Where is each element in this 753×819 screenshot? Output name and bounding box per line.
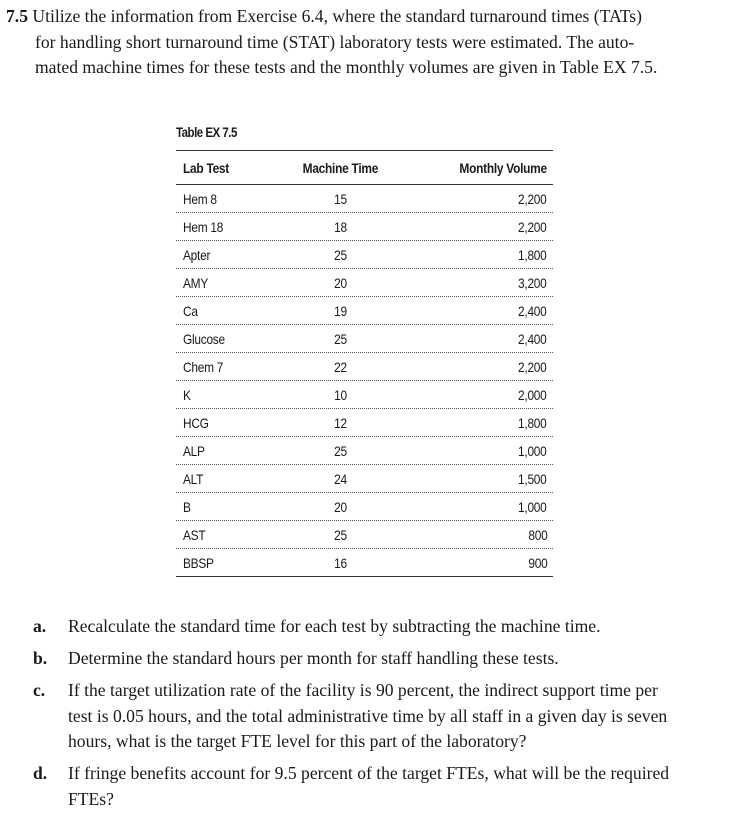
header-lab-test: Lab Test [183, 159, 230, 176]
table-row [176, 521, 553, 549]
question-text-line: hours, what is the target FTE level for this part of the laboratory? [68, 731, 527, 751]
cell-monthly-volume: 1,000 [518, 442, 547, 459]
table-row [176, 213, 553, 241]
question-text-line: FTEs? [68, 788, 114, 809]
question-item [0, 614, 753, 640]
cell-monthly-volume: 1,800 [518, 414, 547, 431]
cell-monthly-volume: 2,200 [518, 358, 547, 375]
table-row [176, 269, 553, 297]
cell-lab-test: Chem 7 [183, 358, 224, 375]
cell-lab-test: AMY [183, 274, 209, 291]
data-table [176, 150, 553, 577]
question-text-line: test is 0.05 hours, and the total administrative time by all staff in a given day is seven [68, 705, 668, 726]
cell-machine-time: 12 [334, 414, 347, 431]
cell-monthly-volume: 3,200 [518, 274, 547, 291]
cell-lab-test: BBSP [183, 554, 214, 571]
table-row [176, 241, 553, 269]
cell-machine-time: 25 [334, 526, 347, 543]
cell-lab-test: Glucose [183, 330, 225, 347]
cell-monthly-volume: 900 [527, 554, 547, 571]
cell-machine-time: 25 [334, 442, 347, 459]
cell-machine-time: 15 [334, 190, 347, 207]
question-letter: d. [33, 763, 48, 783]
cell-monthly-volume: 2,200 [518, 218, 547, 235]
cell-lab-test: B [183, 498, 191, 515]
cell-lab-test: Hem 8 [183, 190, 217, 207]
question-item [0, 678, 753, 755]
cell-lab-test: AST [183, 526, 206, 543]
table-row [176, 185, 553, 213]
cell-lab-test: Apter [183, 246, 211, 263]
question-letter: a. [33, 616, 47, 636]
cell-monthly-volume: 1,800 [518, 246, 547, 263]
table-row [176, 493, 553, 521]
question-letter: b. [33, 648, 48, 668]
intro-line [6, 4, 748, 30]
question-text-line: If fringe benefits account for 9.5 percent of the target FTEs, what will be the required [68, 763, 670, 783]
question-letter: c. [33, 680, 46, 700]
cell-monthly-volume: 1,000 [518, 498, 547, 515]
cell-lab-test: ALP [183, 442, 205, 459]
cell-lab-test: ALT [183, 470, 204, 487]
table-header-row [176, 151, 553, 185]
table-row [176, 549, 553, 576]
question-text-line: If the target utilization rate of the facility is 90 percent, the indirect support time per [68, 680, 658, 700]
intro-text-line-3: mated machine times for these tests and the monthly volumes are given in Table EX 7.5. [35, 57, 658, 77]
cell-machine-time: 22 [334, 358, 347, 375]
cell-machine-time: 25 [334, 246, 347, 263]
cell-machine-time: 18 [334, 218, 347, 235]
table-row [176, 297, 553, 325]
cell-machine-time: 16 [334, 554, 347, 571]
table-caption: Table EX 7.5 [176, 124, 237, 140]
question-item [0, 646, 753, 672]
table-row [176, 437, 553, 465]
cell-monthly-volume: 2,200 [518, 190, 547, 207]
question-list [0, 614, 753, 819]
question-text-line: Recalculate the standard time for each test by subtracting the machine time. [68, 616, 601, 636]
cell-lab-test: K [183, 386, 191, 403]
cell-machine-time: 20 [334, 274, 347, 291]
header-machine-time: Machine Time [302, 159, 379, 176]
table-row [176, 381, 553, 409]
cell-monthly-volume: 1,500 [518, 470, 547, 487]
cell-monthly-volume: 2,400 [518, 302, 547, 319]
intro-text-line-1: Utilize the information from Exercise 6.4, where the standard turnaround times (TATs) [32, 6, 642, 26]
cell-monthly-volume: 800 [527, 526, 547, 543]
table-row [176, 353, 553, 381]
cell-machine-time: 10 [334, 386, 347, 403]
cell-monthly-volume: 2,000 [518, 386, 547, 403]
question-item [0, 761, 753, 812]
exercise-number: 7.5 [6, 6, 28, 26]
cell-lab-test: Ca [183, 302, 198, 319]
intro-text-line-2: for handling short turnaround time (STAT) laboratory tests were estimated. The auto- [35, 31, 635, 52]
cell-lab-test: HCG [183, 414, 209, 431]
cell-machine-time: 24 [334, 470, 347, 487]
header-monthly-volume: Monthly Volume [459, 159, 547, 176]
cell-monthly-volume: 2,400 [518, 330, 547, 347]
exercise-intro [6, 4, 748, 81]
cell-machine-time: 20 [334, 498, 347, 515]
cell-machine-time: 19 [334, 302, 347, 319]
question-text-line: Determine the standard hours per month for staff handling these tests. [68, 648, 559, 668]
table-row [176, 465, 553, 493]
table-row [176, 409, 553, 437]
cell-lab-test: Hem 18 [183, 218, 224, 235]
table-row [176, 325, 553, 353]
cell-machine-time: 25 [334, 330, 347, 347]
